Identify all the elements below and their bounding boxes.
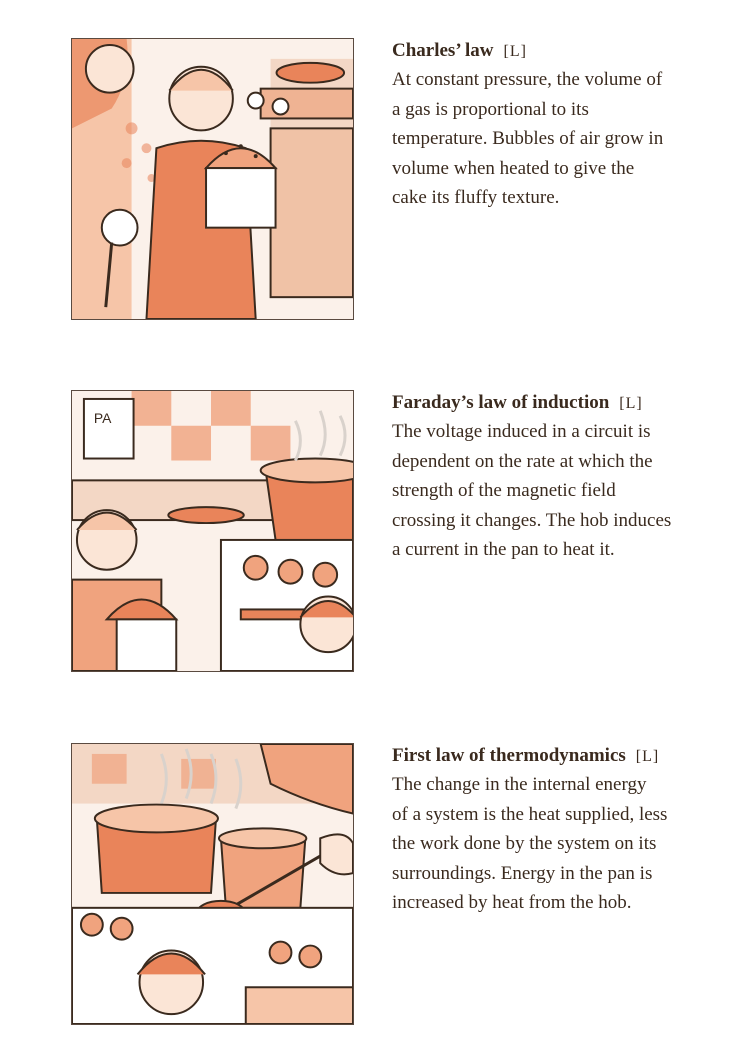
description-line: a current in the pan to heat it.: [392, 539, 615, 560]
illustration-child-with-cake: [71, 38, 354, 320]
description-line: of a system is the heat supplied, less: [392, 803, 668, 825]
entry-text: [392, 743, 722, 918]
description-line: The change in the internal energy: [392, 774, 647, 795]
law-title: Charles’ law: [392, 40, 494, 61]
description-line: dependent on the rate at which the: [392, 450, 653, 472]
entry-first-law-thermodynamics: [0, 743, 733, 1027]
description-line: temperature. Bubbles of air grow in: [392, 128, 664, 149]
description-line: increased by heat from the hob.: [392, 892, 632, 913]
description-line: At constant pressure, the volume of: [392, 69, 663, 90]
level-tag: [L]: [635, 748, 660, 765]
entry-heading: [392, 743, 722, 770]
description-line: the work done by the system on its: [392, 833, 657, 854]
illustration-steaming-pan: [71, 743, 354, 1025]
law-description: [392, 65, 722, 213]
entry-heading: [392, 38, 722, 65]
description-line: surroundings. Energy in the pan is: [392, 862, 653, 884]
entry-heading: [392, 390, 722, 417]
entry-text: [392, 390, 722, 565]
description-line: crossing it changes. The hob induces: [392, 509, 672, 531]
entry-faraday-law: [0, 390, 733, 674]
jar-label: PA: [93, 409, 112, 426]
entry-charles-law: [0, 38, 733, 322]
level-tag: [L]: [503, 43, 527, 60]
law-title: First law of thermodynamics: [392, 745, 626, 766]
description-line: a gas is proportional to its: [392, 98, 589, 120]
law-description: [392, 770, 722, 918]
entry-text: [392, 38, 722, 213]
description-line: cake its fluffy texture.: [392, 187, 560, 208]
description-line: volume when heated to give the: [392, 157, 635, 179]
description-line: strength of the magnetic field: [392, 480, 616, 501]
law-description: [392, 417, 722, 565]
law-title: Faraday’s law of induction: [392, 392, 610, 413]
description-line: The voltage induced in a circuit is: [392, 421, 651, 442]
illustration-pan-on-hob: [71, 390, 354, 672]
level-tag: [L]: [619, 395, 643, 412]
